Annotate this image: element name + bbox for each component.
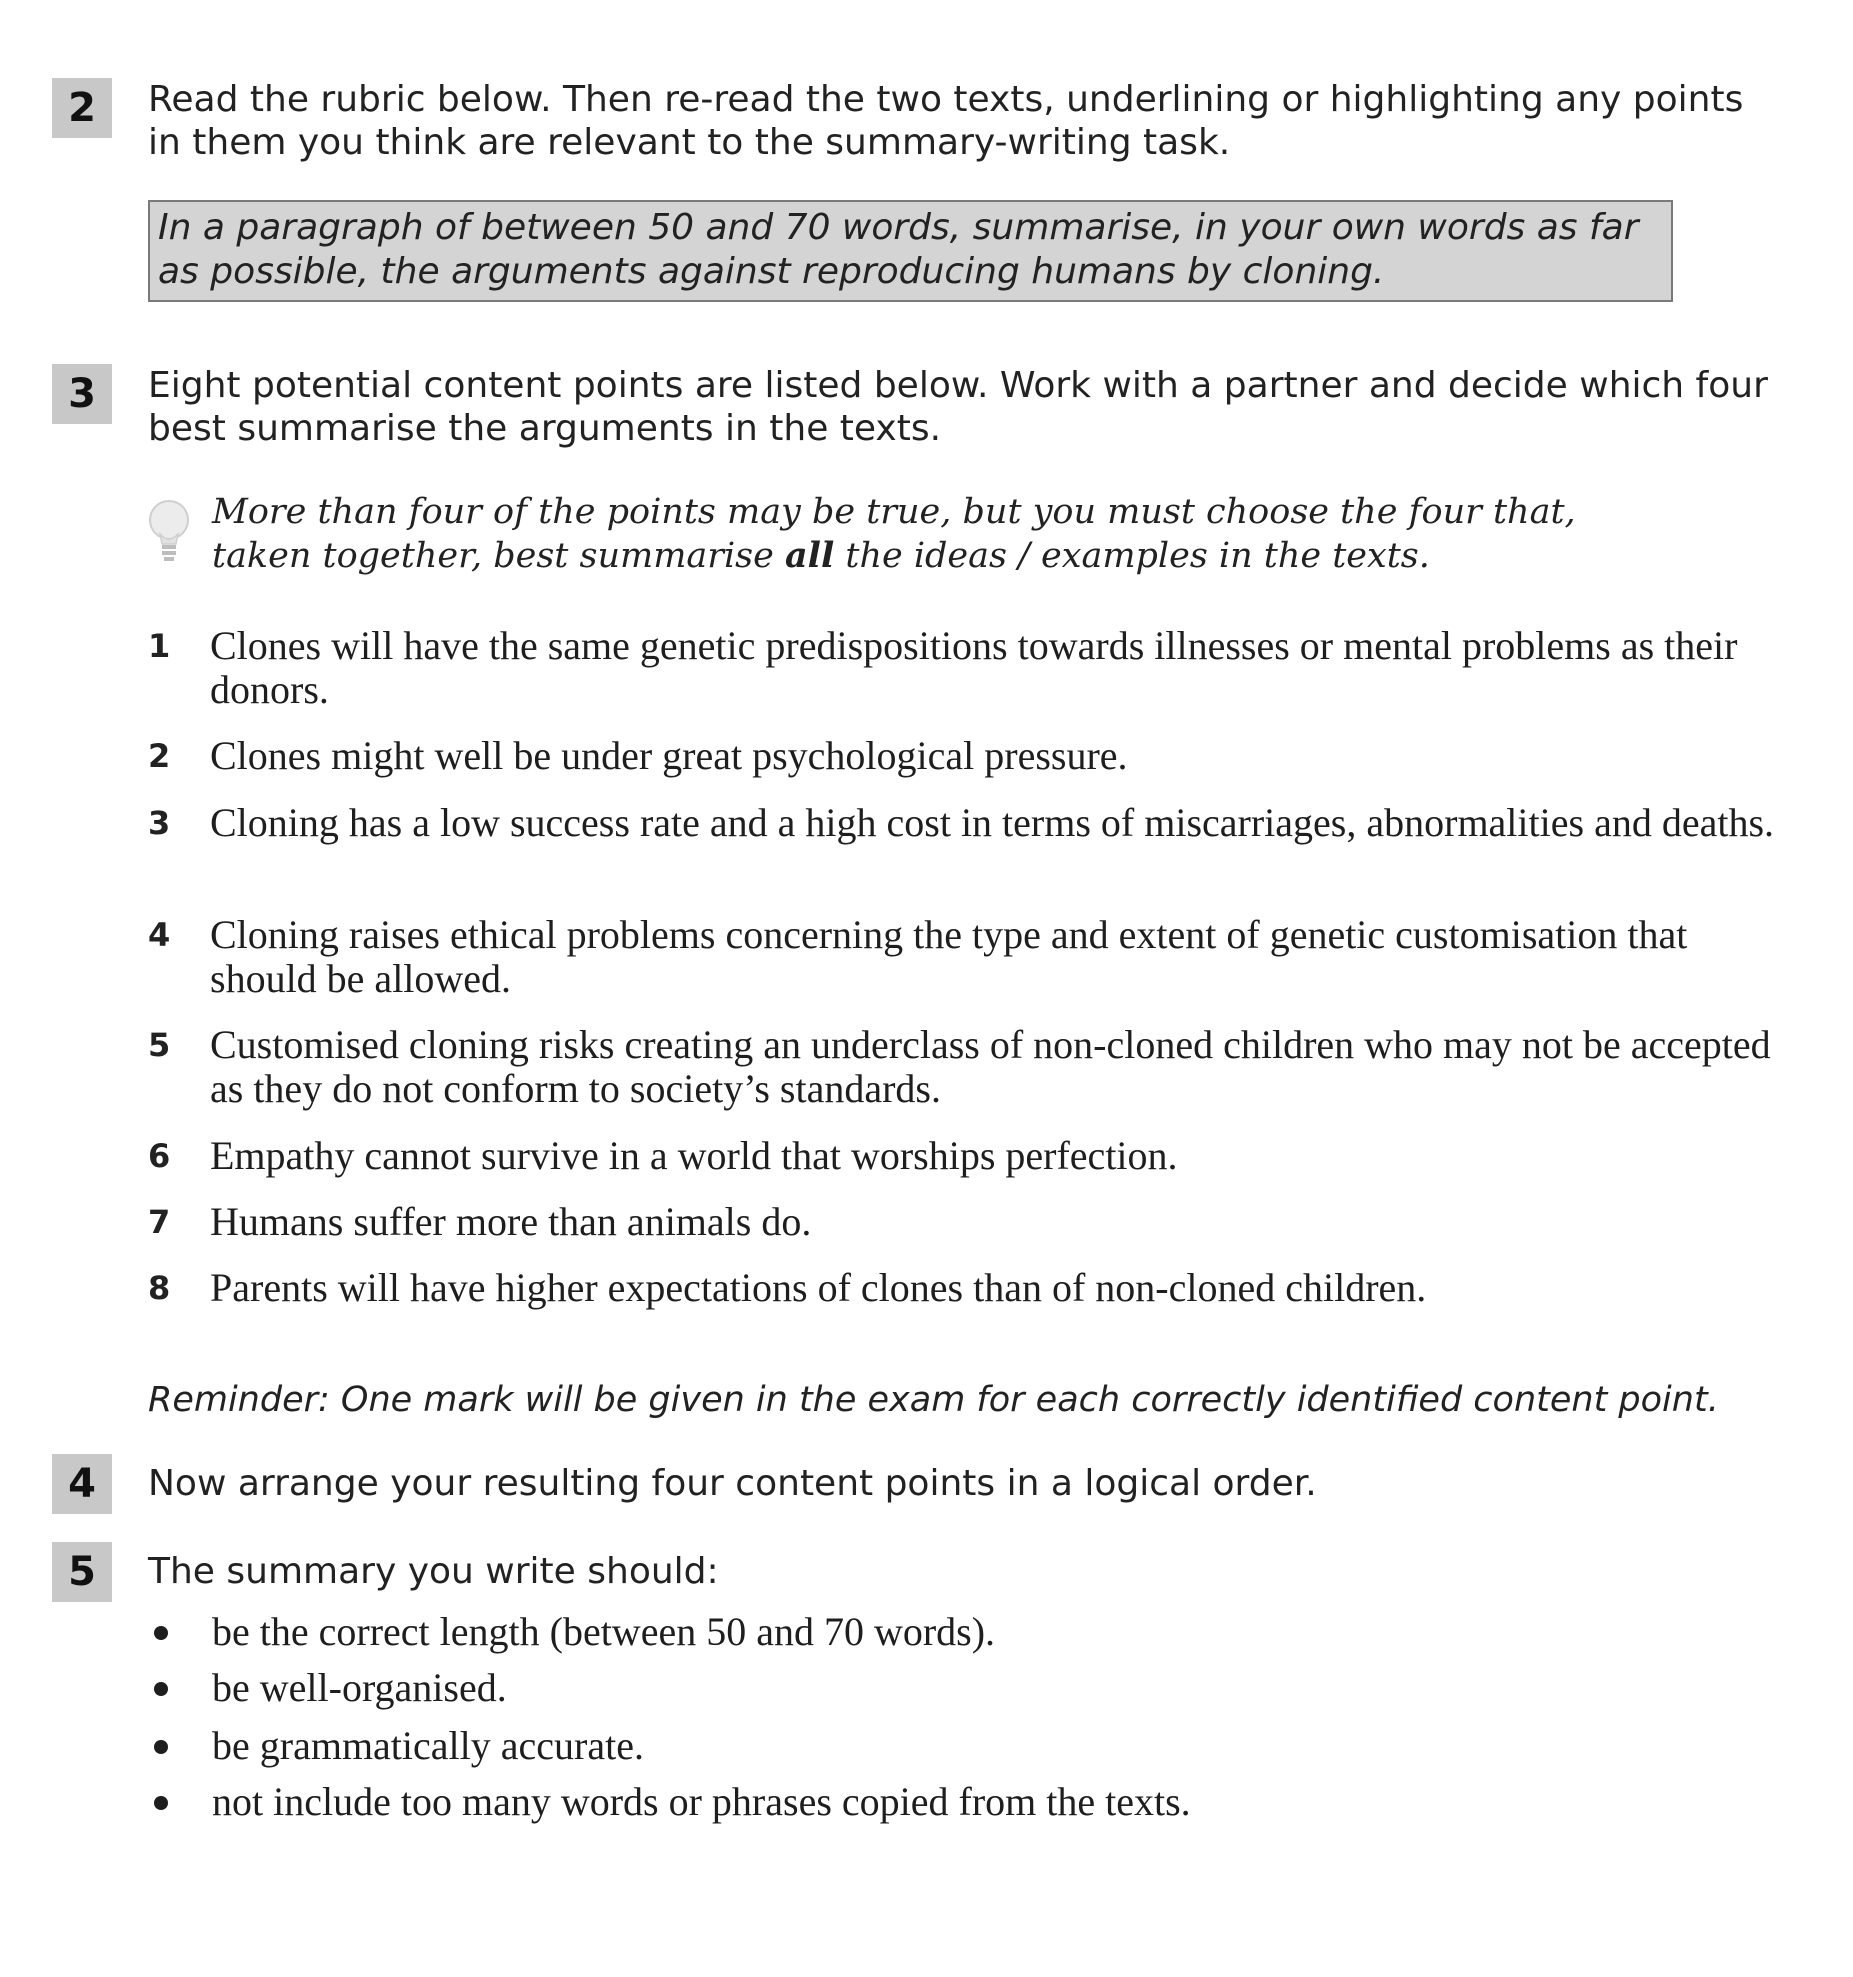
content-point: Customised cloning risks creating an underclass of non-cloned children who may not be accepted as they do not conform to society’s standards. [210, 1022, 1771, 1111]
rubric-box [148, 200, 1673, 302]
point-number: 6 [148, 1137, 171, 1175]
content-point: Cloning has a low success rate and a high cost in terms of miscarriages, abnormalities and deaths. [210, 800, 1775, 845]
point-number: 3 [148, 804, 171, 842]
point-number: 2 [148, 737, 171, 775]
rubric-text: In a paragraph of between 50 and 70 words, summarise, in your own words as far as possible, the arguments against reproducing humans by cloning. [158, 207, 1639, 292]
exercise-4-instructions: Now arrange your resulting four content points in a logical order. [148, 1463, 1317, 1504]
content-point: Cloning raises ethical problems concerning the type and extent of genetic customisation that should be allowed. [210, 912, 1688, 1001]
bullet-dot [154, 1740, 168, 1754]
exercise-number-3: 3 [52, 364, 112, 424]
exam-tip-emphasis: all [784, 535, 835, 576]
content-point: Empathy cannot survive in a world that worships perfection. [210, 1133, 1178, 1178]
bullet-dot [154, 1682, 168, 1696]
point-number: 1 [148, 627, 171, 665]
exam-tip-text: More than four of the points may be true, but you must choose the four that, taken together, best summarise [212, 492, 1576, 576]
exercise-number-2: 2 [52, 78, 112, 138]
exercise-5-instructions: The summary you write should: [148, 1551, 719, 1592]
content-point: Clones will have the same genetic predispositions towards illnesses or mental problems as their donors. [210, 623, 1738, 712]
exercise-2-instructions: Read the rubric below. Then re-read the two texts, underlining or highlighting any points in them you think are relevant to the summary-writing task. [148, 79, 1744, 163]
point-number: 5 [148, 1026, 171, 1064]
point-number: 4 [148, 916, 171, 954]
point-number: 7 [148, 1203, 171, 1241]
exercise-number-4: 4 [52, 1454, 112, 1514]
exam-tip-text-end: the ideas / examples in the texts. [834, 536, 1430, 576]
requirement-item: not include too many words or phrases copied from the texts. [212, 1779, 1191, 1824]
bullet-dot [154, 1796, 168, 1810]
point-number: 8 [148, 1269, 171, 1307]
content-point: Humans suffer more than animals do. [210, 1199, 812, 1244]
exercise-3-instructions: Eight potential content points are listed below. Work with a partner and decide which four best summarise the arguments in the texts. [148, 365, 1768, 449]
exercise-number-5: 5 [52, 1542, 112, 1602]
requirement-item: be the correct length (between 50 and 70 words). [212, 1609, 996, 1654]
requirement-item: be grammatically accurate. [212, 1723, 644, 1768]
content-point: Parents will have higher expectations of clones than of non-cloned children. [210, 1265, 1427, 1310]
exam-tip [212, 490, 1652, 578]
requirement-item: be well-organised. [212, 1665, 507, 1710]
lightbulb-icon [146, 498, 192, 564]
reminder-note: Reminder: One mark will be given in the exam for each correctly identified content point. [148, 1380, 1719, 1420]
bullet-dot [154, 1626, 168, 1640]
content-point: Clones might well be under great psychological pressure. [210, 733, 1128, 778]
